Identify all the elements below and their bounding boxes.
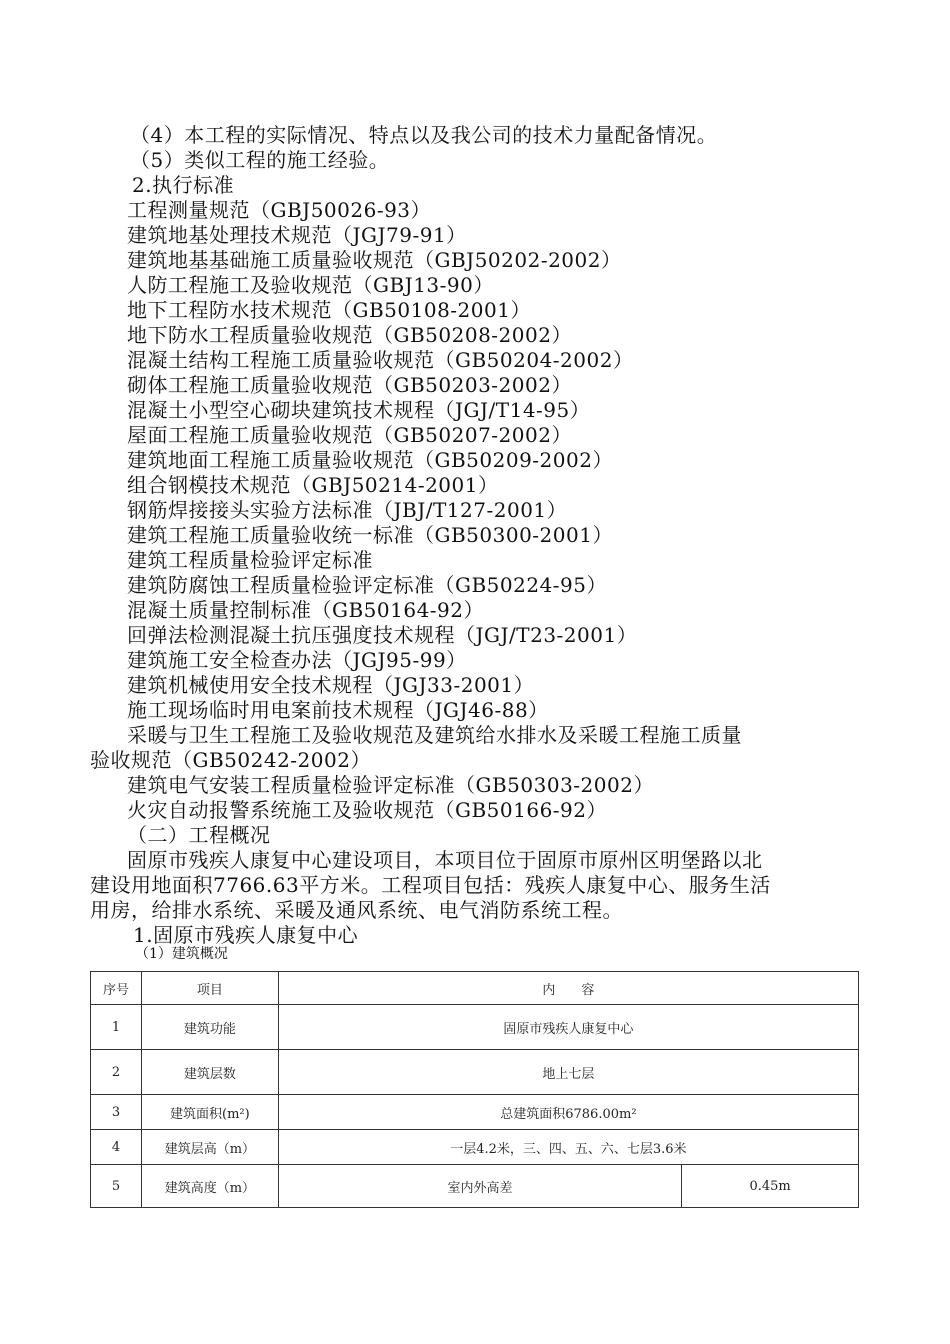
standard-item: 地下工程防水技术规范（GB50108-2001）: [127, 298, 531, 322]
standard-item: 建筑工程施工质量验收统一标准（GB50300-2001）: [127, 523, 613, 547]
row-no: 2: [91, 1050, 142, 1095]
row-item: 建筑高度（m）: [141, 1165, 278, 1208]
standard-item: 建筑地面工程施工质量验收规范（GB50209-2002）: [127, 448, 613, 472]
standard-item: 混凝土结构工程施工质量验收规范（GB50204-2002）: [127, 348, 634, 372]
section-heading: （二）工程概况: [127, 823, 271, 847]
standard-item: 建筑地基基础施工质量验收规范（GBJ50202-2002）: [127, 248, 622, 272]
standard-item: 人防工程施工及验收规范（GBJ13-90）: [127, 273, 494, 297]
table-row: [91, 1005, 859, 1050]
standard-item: 工程测量规范（GBJ50026-93）: [127, 198, 432, 222]
header-item: 项目: [141, 972, 278, 1005]
paragraph-line: （5）类似工程的施工经验。: [130, 148, 390, 172]
standard-item-continuation: 验收规范（GB50242-2002）: [90, 748, 371, 772]
header-content: 内 容: [278, 972, 858, 1005]
row-item: 建筑面积(m²): [141, 1095, 278, 1130]
paragraph-line: 建设用地面积7766.63平方米。工程项目包括：残疾人康复中心、服务生活: [90, 873, 771, 897]
row-no: 3: [91, 1095, 142, 1130]
table-row: [91, 1165, 859, 1208]
row-content: 地上七层: [278, 1050, 858, 1095]
subsection-heading: 1.固原市残疾人康复中心: [133, 923, 359, 947]
standard-item: 施工现场临时用电案前技术规程（JGJ46-88）: [127, 698, 549, 722]
header-no: 序号: [91, 972, 142, 1005]
standard-item: 建筑工程质量检验评定标准: [127, 548, 373, 572]
row-content: 总建筑面积6786.00m²: [278, 1095, 858, 1130]
table-header-row: [91, 972, 859, 1005]
table-row: [91, 1130, 859, 1165]
standard-item: 建筑电气安装工程质量检验评定标准（GB50303-2002）: [127, 773, 654, 797]
standard-item: 砌体工程施工质量验收规范（GB50203-2002）: [127, 373, 572, 397]
row-item: 建筑层数: [141, 1050, 278, 1095]
standard-item: 火灾自动报警系统施工及验收规范（GB50166-92）: [127, 798, 608, 822]
standard-item: 建筑机械使用安全技术规程（JGJ33-2001）: [127, 673, 535, 697]
row-item: 建筑功能: [141, 1005, 278, 1050]
row-no: 5: [91, 1165, 142, 1208]
standard-item: 混凝土质量控制标准（GB50164-92）: [127, 598, 485, 622]
standard-item: 屋面工程施工质量验收规范（GB50207-2002）: [127, 423, 572, 447]
table-row: [91, 1095, 859, 1130]
row-content: 室内外高差: [278, 1165, 681, 1208]
section-heading: 2.执行标准: [132, 173, 235, 197]
standard-item: 地下防水工程质量验收规范（GB50208-2002）: [127, 323, 572, 347]
standard-item: 组合钢模技术规范（GBJ50214-2001）: [127, 473, 499, 497]
standard-item: 回弹法检测混凝土抗压强度技术规程（JGJ/T23-2001）: [127, 623, 638, 647]
row-no: 4: [91, 1130, 142, 1165]
standard-item: 采暖与卫生工程施工及验收规范及建筑给水排水及采暖工程施工质量: [127, 723, 742, 747]
paragraph-line: 用房，给排水系统、采暖及通风系统、电气消防系统工程。: [90, 898, 623, 922]
row-item: 建筑层高（m）: [141, 1130, 278, 1165]
row-no: 1: [91, 1005, 142, 1050]
paragraph-line: 固原市残疾人康复中心建设项目，本项目位于固原市原州区明堡路以北: [127, 848, 763, 872]
table-row: [91, 1050, 859, 1095]
building-overview-table: [90, 971, 859, 1208]
standard-item: 建筑施工安全检查办法（JGJ95-99）: [127, 648, 467, 672]
standard-item: 建筑地基处理技术规范（JGJ79-91）: [127, 223, 467, 247]
row-content: 固原市残疾人康复中心: [278, 1005, 858, 1050]
standard-item: 建筑防腐蚀工程质量检验评定标准（GB50224-95）: [127, 573, 608, 597]
table-caption: （1）建筑概况: [135, 946, 228, 962]
standard-item: 混凝土小型空心砌块建筑技术规程（JGJ/T14-95）: [127, 398, 591, 422]
row-value: 0.45m: [682, 1165, 859, 1208]
standard-item: 钢筋焊接接头实验方法标准（JBJ/T127-2001）: [127, 498, 568, 522]
row-content: 一层4.2米，三、四、五、六、七层3.6米: [278, 1130, 858, 1165]
paragraph-line: （4）本工程的实际情况、特点以及我公司的技术力量配备情况。: [130, 123, 718, 147]
